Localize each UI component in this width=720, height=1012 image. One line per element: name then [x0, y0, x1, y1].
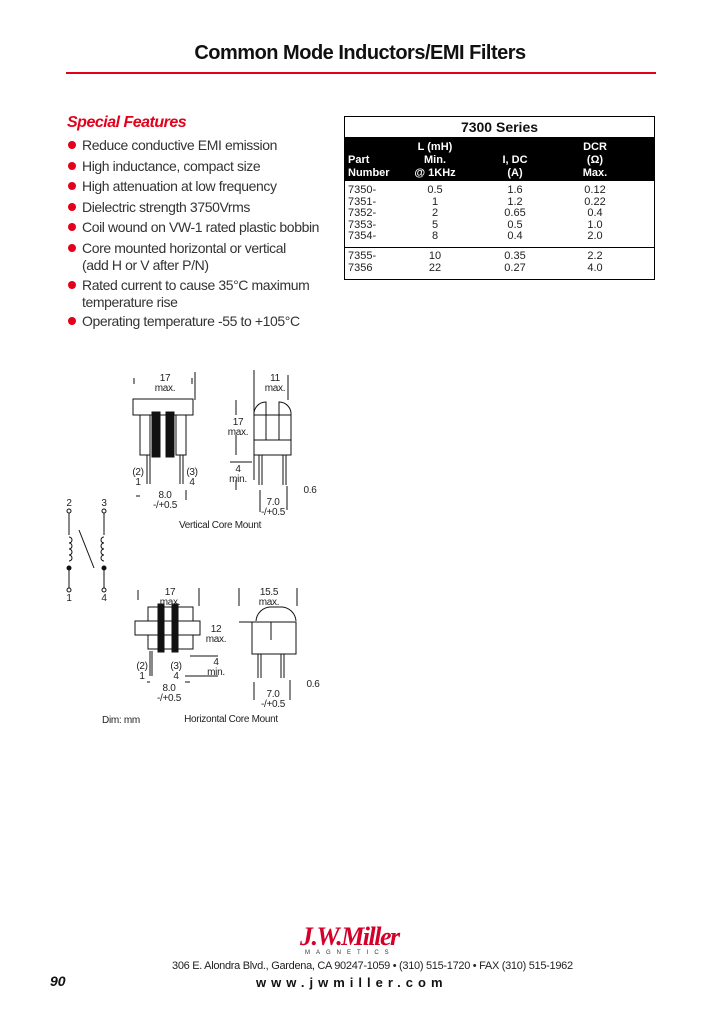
table-cell: 2.2 [587, 249, 603, 262]
schematic-pin-4: 4 [101, 593, 107, 604]
pin-label-right: (3) 4 [170, 661, 182, 682]
dim-vertical-width: 17 max. [154, 373, 176, 394]
table-cell: 7355- [348, 249, 377, 262]
dim-horizontal-width: 17 max. [159, 587, 181, 608]
feature-item: Core mounted horizontal or vertical (add H or V after P/N) [68, 240, 286, 274]
logo-subtitle: MAGNETICS [305, 950, 395, 956]
table-cell: 7352- [348, 207, 377, 220]
col-header-dcr: DCR (Ω) Max. [582, 141, 608, 179]
table-cell: 8 [431, 230, 439, 243]
feature-item: Reduce conductive EMI emission [68, 137, 277, 154]
table-cell: 0.22 [584, 195, 606, 208]
table-cell: 0.65 [504, 207, 526, 220]
table-cell: 0.5 [427, 184, 443, 196]
schematic-pin-3: 3 [101, 498, 107, 509]
dim-horizontal-side-pitch: 7.0 -/+0.5 [260, 689, 286, 710]
company-address: 306 E. Alondra Blvd., Gardena, CA 90247-1059 • (310) 515-1720 • FAX (310) 515-1962 [172, 960, 573, 972]
dim-vertical-lead: 4 min. [229, 464, 247, 485]
feature-item: High inductance, compact size [68, 158, 260, 175]
table-cell: 10 [428, 249, 442, 262]
feature-item: High attenuation at low frequency [68, 178, 277, 195]
table-cell: 2 [431, 207, 439, 220]
feature-item: Operating temperature -55 to +105°C [68, 313, 300, 330]
table-cell: 1.0 [587, 218, 603, 231]
table-cell: 2.0 [587, 230, 603, 243]
col-header-part: Part Number [348, 154, 390, 179]
table-cell: 0.27 [504, 261, 526, 274]
dim-horizontal-pitch: 8.0 -/+0.5 [156, 683, 182, 704]
table-cell: 1.6 [507, 184, 523, 196]
table-cell: 0.12 [584, 184, 606, 196]
dim-horizontal-height: 12 max. [205, 624, 227, 645]
table-cell: 7353- [348, 218, 377, 231]
features-heading: Special Features [67, 114, 187, 131]
units-note: Dim: mm [102, 715, 140, 726]
table-cell: 1.2 [507, 195, 523, 208]
feature-item: Dielectric strength 3750Vrms [68, 199, 250, 216]
table-cell: 5 [431, 218, 439, 231]
table-cell: 7351- [348, 195, 377, 208]
schematic-pin-1: 1 [66, 593, 72, 604]
table-cell: 0.5 [507, 218, 523, 231]
dim-vertical-side-pitch: 7.0 -/+0.5 [260, 497, 286, 518]
dim-horizontal-pin-dia: 0.6 [306, 679, 320, 690]
dim-vertical-pin-dia: 0.6 [303, 485, 317, 496]
feature-item: Rated current to cause 35°C maximum temperature rise [68, 277, 309, 311]
table-cell: 0.35 [504, 249, 526, 262]
website-link[interactable]: www.jwmiller.com [256, 975, 448, 990]
table-cell: 0.4 [507, 230, 523, 243]
page-number: 90 [50, 973, 66, 989]
col-header-current: I, DC (A) [502, 154, 528, 179]
table-cell: 7354- [348, 230, 377, 243]
feature-item: Coil wound on VW-1 rated plastic bobbin [68, 219, 319, 236]
table-cell: 7356 [348, 261, 373, 274]
schematic-diagram [67, 509, 106, 592]
pin-label-left: (2) 1 [132, 467, 144, 488]
dim-horizontal-side-width: 15.5 max. [258, 587, 280, 608]
pin-label-left: (2) 1 [136, 661, 148, 682]
col-header-inductance: L (mH) Min. @ 1KHz [414, 141, 456, 179]
dim-vertical-pitch: 8.0 -/+0.5 [152, 490, 178, 511]
table-cell: 7350- [348, 184, 377, 196]
dim-horizontal-lead: 4 min. [207, 657, 225, 678]
vertical-caption: Vertical Core Mount [178, 520, 262, 531]
company-logo: J.W.Miller [300, 922, 399, 951]
table-title: 7300 Series [460, 119, 539, 135]
table-cell: 0.4 [587, 207, 603, 220]
schematic-pin-2: 2 [66, 498, 72, 509]
dim-vertical-height: 17 max. [227, 417, 249, 438]
pin-label-right: (3) 4 [186, 467, 198, 488]
page-title: Common Mode Inductors/EMI Filters [194, 42, 526, 64]
table-cell: 22 [428, 261, 442, 274]
dim-vertical-side-width: 11 max. [264, 373, 286, 394]
horizontal-caption: Horizontal Core Mount [184, 714, 278, 725]
table-cell: 1 [431, 195, 439, 208]
table-cell: 4.0 [587, 261, 603, 274]
